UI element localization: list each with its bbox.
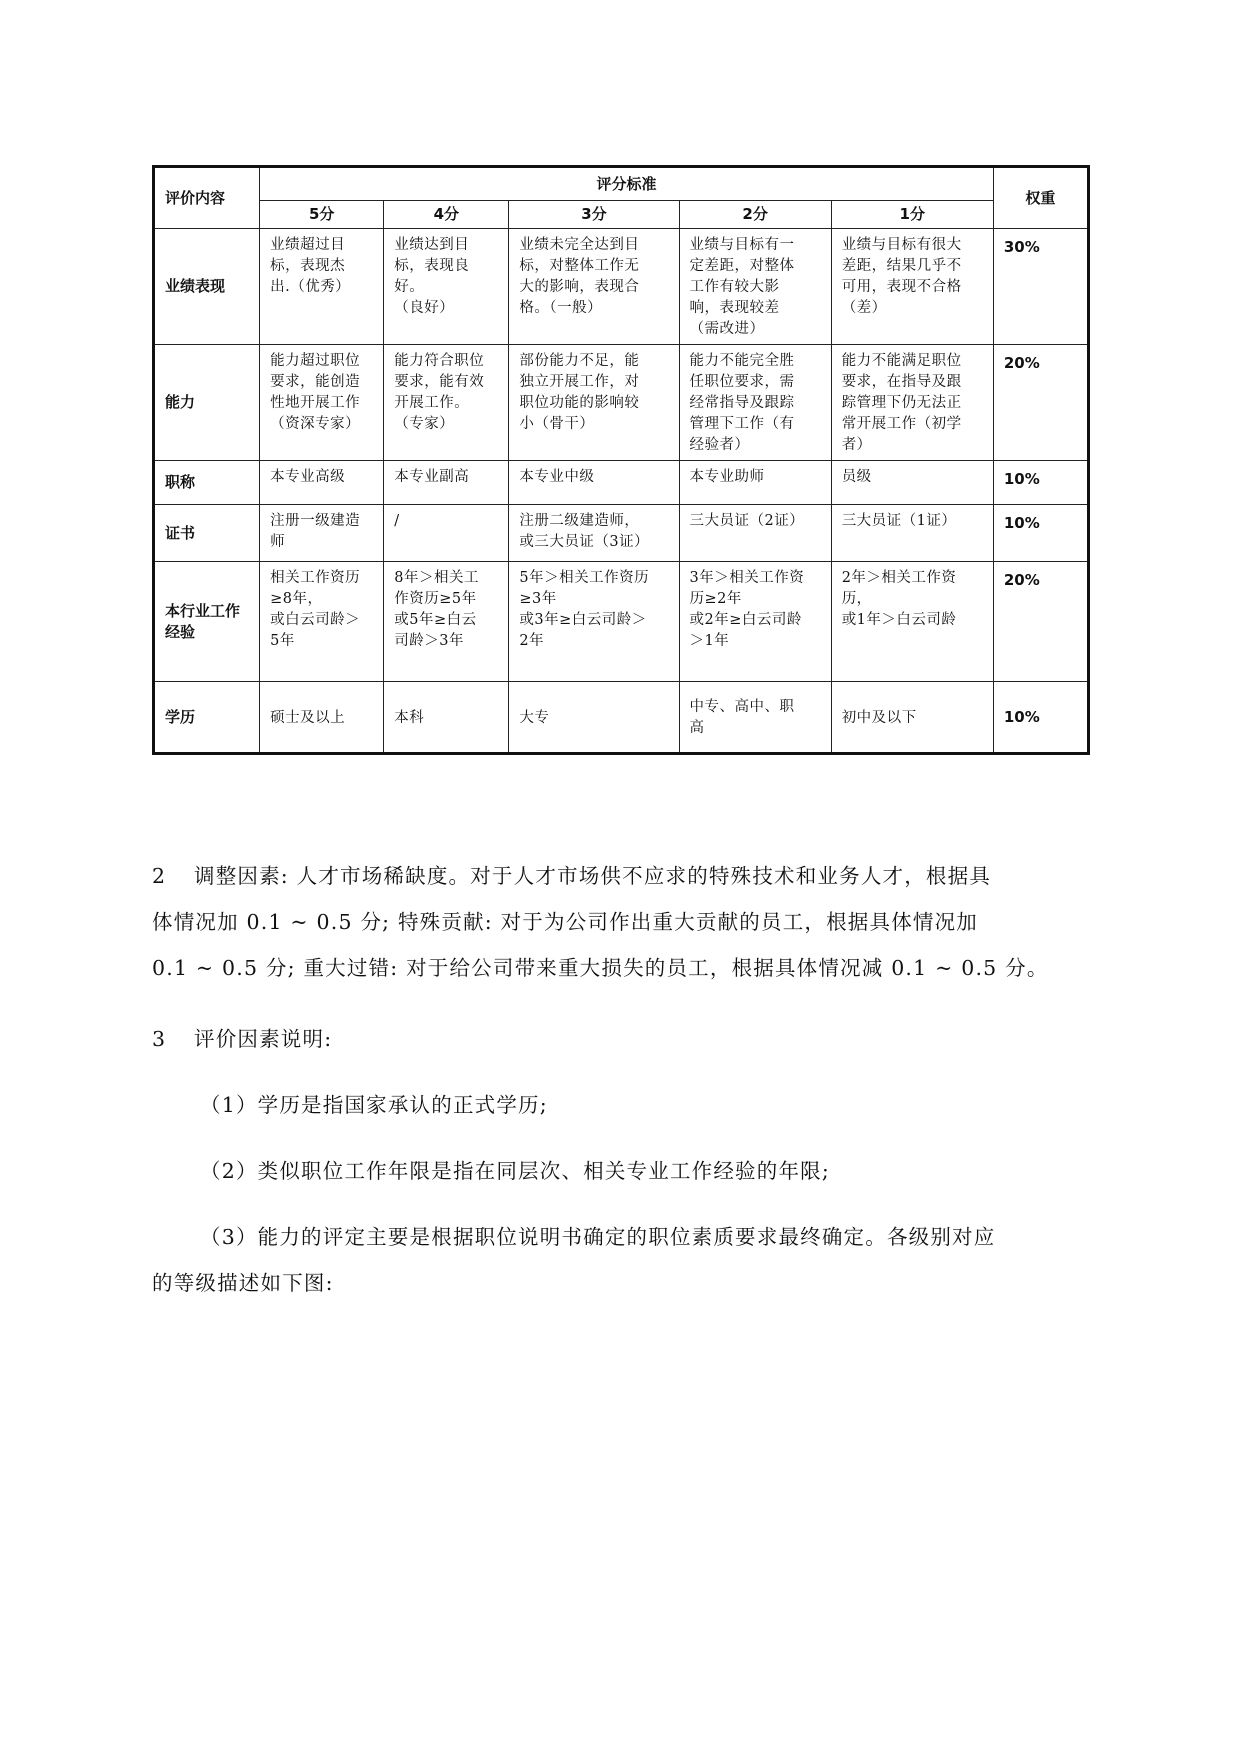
row-label: 学历 — [154, 682, 260, 754]
table-cell: 员级 — [831, 461, 993, 505]
table-cell: 8年＞相关工 作资历≥5年 或5年≥白云 司龄＞3年 — [384, 562, 509, 682]
criteria-header: 评分标准 — [260, 167, 994, 201]
table-cell: 业绩达到目 标，表现良好。 （良好） — [384, 229, 509, 345]
table-cell: 3年＞相关工作资 历≥2年 或2年≥白云司龄 ＞1年 — [679, 562, 831, 682]
table-cell: 业绩与目标有很大 差距，结果几乎不 可用，表现不合格 （差） — [831, 229, 993, 345]
table-cell: 本专业助师 — [679, 461, 831, 505]
table-cell: 硕士及以上 — [260, 682, 384, 754]
row-label: 证书 — [154, 505, 260, 562]
table-cell: 5年＞相关工作资历 ≥3年 或3年≥白云司龄＞ 2年 — [509, 562, 679, 682]
table-row — [154, 505, 1089, 562]
weight-cell: 10% — [993, 505, 1088, 562]
table-cell: 三大员证（2证） — [679, 505, 831, 562]
table-cell: 能力不能完全胜 任职位要求，需 经常指导及跟踪 管理下工作（有 经验者） — [679, 345, 831, 461]
table-cell: 注册一级建造 师 — [260, 505, 384, 562]
table-cell: 能力不能满足职位 要求，在指导及跟 踪管理下仍无法正 常开展工作（初学 者） — [831, 345, 993, 461]
list-item: （2）类似职位工作年限是指在同层次、相关专业工作经验的年限; — [200, 1159, 830, 1183]
adjustment-factors-paragraph — [152, 853, 1112, 991]
score-2-header: 2分 — [679, 201, 831, 229]
table-row — [154, 682, 1089, 754]
score-4-header: 4分 — [384, 201, 509, 229]
content-header: 评价内容 — [154, 167, 260, 229]
table-cell: 大专 — [509, 682, 679, 754]
row-label: 本行业工作 经验 — [154, 562, 260, 682]
table-cell: 相关工作资历 ≥8年， 或白云司龄＞ 5年 — [260, 562, 384, 682]
table-cell: 本专业高级 — [260, 461, 384, 505]
table-row — [154, 461, 1089, 505]
table-row — [154, 345, 1089, 461]
table-cell: 中专、高中、职 高 — [679, 682, 831, 754]
paragraph-number: 3 — [152, 1027, 167, 1051]
weight-cell: 30% — [993, 229, 1088, 345]
row-label: 职称 — [154, 461, 260, 505]
table-cell: 能力符合职位 要求，能有效 开展工作。 （专家） — [384, 345, 509, 461]
table-cell: 本专业中级 — [509, 461, 679, 505]
score-1-header: 1分 — [831, 201, 993, 229]
table-cell: 三大员证（1证） — [831, 505, 993, 562]
table-cell: 业绩与目标有一 定差距，对整体 工作有较大影 响，表现较差 （需改进） — [679, 229, 831, 345]
list-item — [152, 1214, 1112, 1306]
table-cell: 能力超过职位 要求，能创造 性地开展工作 （资深专家） — [260, 345, 384, 461]
table-cell: 业绩未完全达到目 标，对整体工作无 大的影响，表现合 格。（一般） — [509, 229, 679, 345]
paragraph-text: 调整因素: 人才市场稀缺度。对于人才市场供不应求的特殊技术和业务人才，根据具 — [194, 864, 992, 888]
evaluation-factors-heading — [152, 1016, 1112, 1062]
weight-cell: 20% — [993, 345, 1088, 461]
paragraph-text: 0.1 ~ 0.5 分; 重大过错: 对于给公司带来重大损失的员工，根据具体情况减 0.1 ~ 0.5 分。 — [152, 956, 1049, 980]
weight-header: 权重 — [993, 167, 1088, 229]
table-row — [154, 229, 1089, 345]
table-cell: / — [384, 505, 509, 562]
weight-cell: 10% — [993, 682, 1088, 754]
table-cell: 本专业副高 — [384, 461, 509, 505]
evaluation-criteria-table — [152, 165, 1090, 755]
score-3-header: 3分 — [509, 201, 679, 229]
table-cell: 初中及以下 — [831, 682, 993, 754]
header-row — [154, 167, 1089, 201]
table-cell: 业绩超过目 标，表现杰 出.（优秀） — [260, 229, 384, 345]
paragraph-text: 体情况加 0.1 ~ 0.5 分; 特殊贡献: 对于为公司作出重大贡献的员工，根据具体情况加 — [152, 910, 978, 934]
table-cell: 2年＞相关工作资 历， 或1年＞白云司龄 — [831, 562, 993, 682]
weight-cell: 10% — [993, 461, 1088, 505]
row-label: 业绩表现 — [154, 229, 260, 345]
score-header-row — [154, 201, 1089, 229]
table-cell: 部份能力不足，能 独立开展工作，对 职位功能的影响较 小（骨干） — [509, 345, 679, 461]
row-label: 能力 — [154, 345, 260, 461]
paragraph-text: （3）能力的评定主要是根据职位说明书确定的职位素质要求最终确定。各级别对应 — [200, 1225, 996, 1249]
list-item: （1）学历是指国家承认的正式学历; — [200, 1093, 548, 1117]
paragraph-text: 的等级描述如下图: — [152, 1271, 334, 1295]
paragraph-text: 评价因素说明: — [194, 1027, 333, 1051]
table-cell: 注册二级建造师， 或三大员证（3证） — [509, 505, 679, 562]
weight-cell: 20% — [993, 562, 1088, 682]
table-row — [154, 562, 1089, 682]
table-cell: 本科 — [384, 682, 509, 754]
paragraph-number: 2 — [152, 864, 167, 888]
score-5-header: 5分 — [260, 201, 384, 229]
